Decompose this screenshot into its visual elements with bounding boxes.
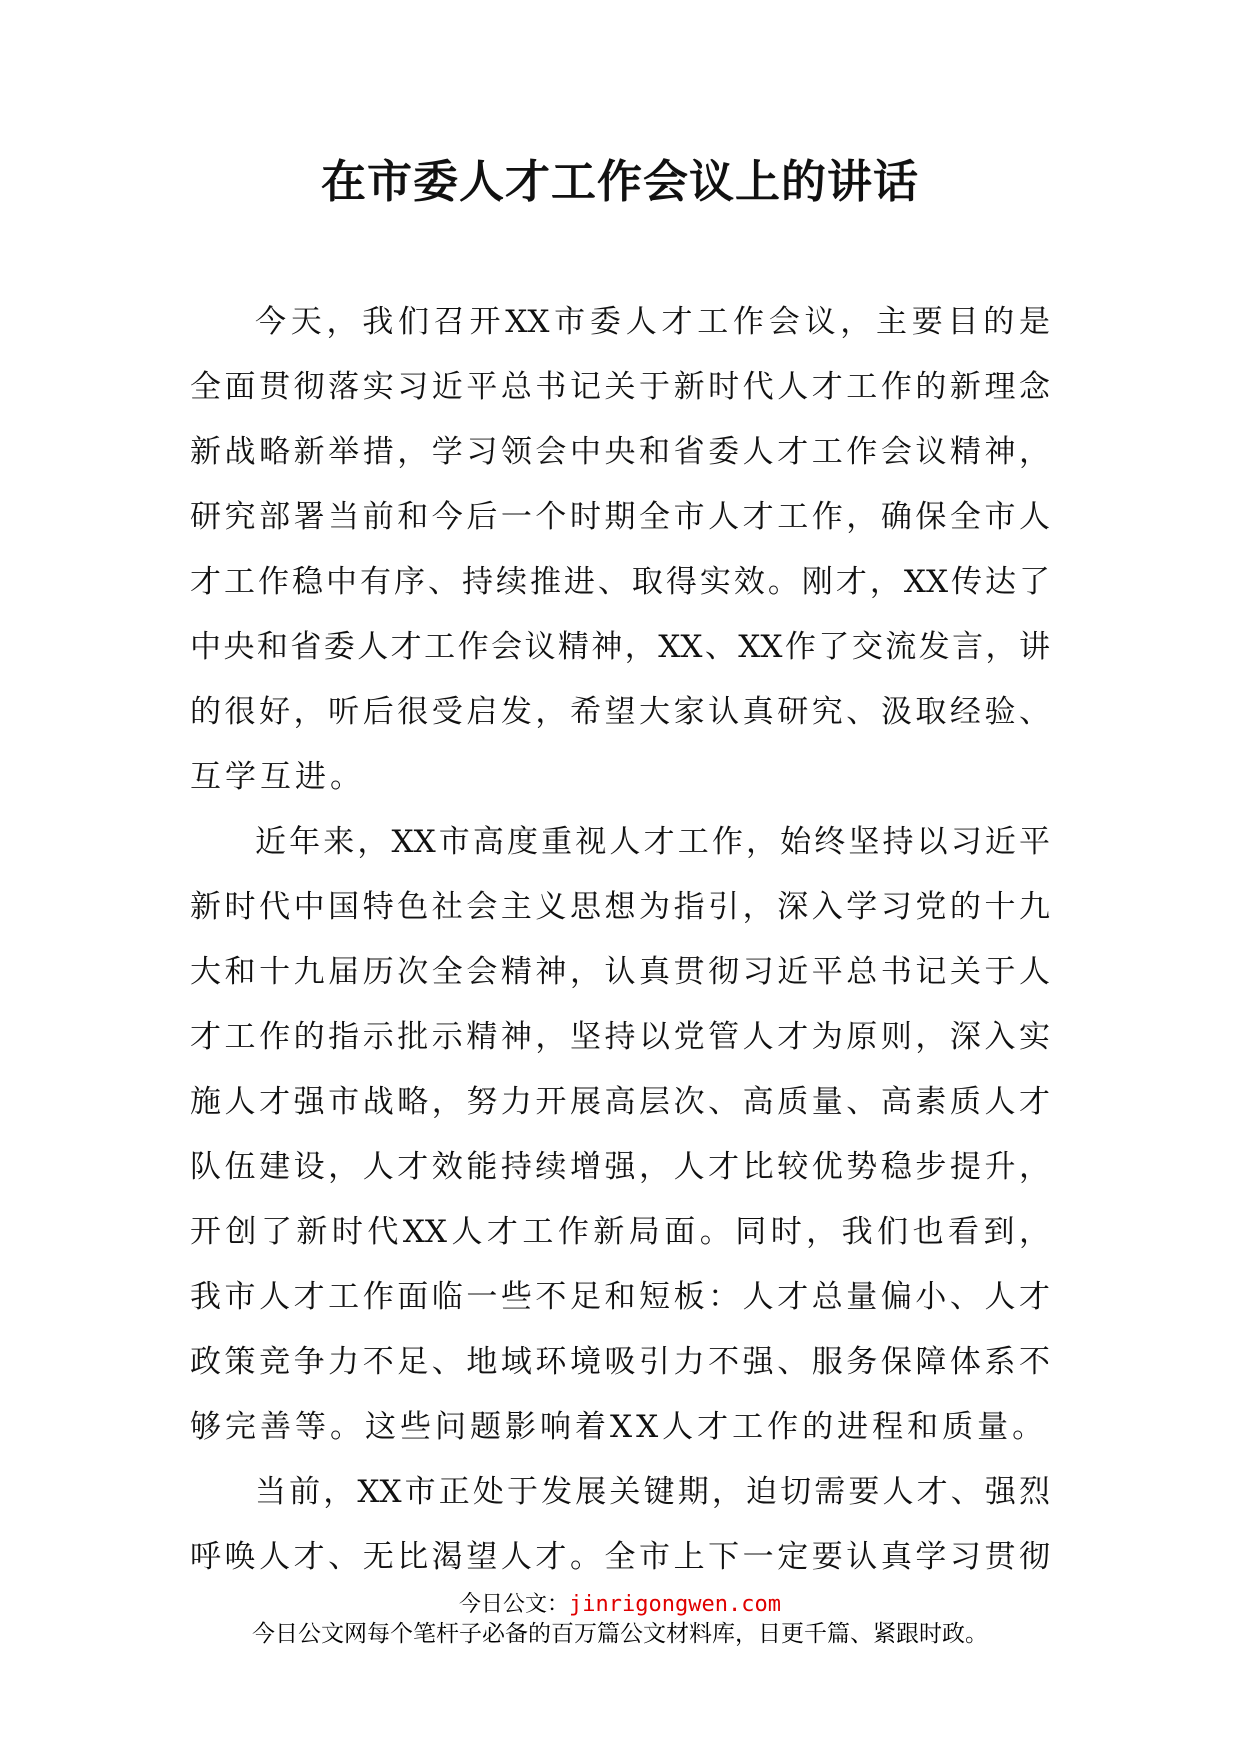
text-line: 才工作稳中有序、持续推进、取得实效。刚才，XX传达了 <box>190 564 1050 600</box>
text-line: 队伍建设，人才效能持续增强，人才比较优势稳步提升， <box>190 1149 1050 1185</box>
footer-site <box>0 1590 1240 1620</box>
text-line: 开创了新时代XX人才工作新局面。同时，我们也看到， <box>190 1214 1050 1250</box>
text-line: 大和十九届历次全会精神，认真贯彻习近平总书记关于人 <box>190 954 1050 990</box>
text-line: 政策竞争力不足、地域环境吸引力不强、服务保障体系不 <box>190 1344 1050 1380</box>
text-line: 施人才强市战略，努力开展高层次、高质量、高素质人才 <box>190 1084 1050 1120</box>
text-line: 近年来，XX市高度重视人才工作，始终坚持以习近平 <box>255 824 1050 860</box>
text-line: 够完善等。这些问题影响着XX人才工作的进程和质量。 <box>190 1409 1048 1445</box>
text-line: 全面贯彻落实习近平总书记关于新时代人才工作的新理念 <box>190 369 1050 405</box>
text-line: 中央和省委人才工作会议精神，XX、XX作了交流发言，讲 <box>190 629 1050 665</box>
text-line: 呼唤人才、无比渴望人才。全市上下一定要认真学习贯彻 <box>190 1539 1050 1575</box>
text-line: 当前，XX市正处于发展关键期，迫切需要人才、强烈 <box>255 1474 1050 1510</box>
text-line: 新战略新举措，学习领会中央和省委人才工作会议精神， <box>190 434 1050 470</box>
text-line: 互学互进。 <box>190 759 365 795</box>
footer-site-link[interactable]: jinrigongwen.com <box>569 1592 781 1617</box>
text-line: 才工作的指示批示精神，坚持以党管人才为原则，深入实 <box>190 1019 1050 1055</box>
text-line: 研究部署当前和今后一个时期全市人才工作，确保全市人 <box>190 499 1050 535</box>
footer-site-label: 今日公文： <box>459 1592 570 1617</box>
text-line: 我市人才工作面临一些不足和短板：人才总量偏小、人才 <box>190 1279 1050 1315</box>
document-title: 在市委人才工作会议上的讲话 <box>320 155 919 208</box>
footer-slogan: 今日公文网每个笔杆子必备的百万篇公文材料库，日更千篇、紧跟时政。 <box>252 1621 988 1647</box>
text-line: 今天，我们召开XX市委人才工作会议，主要目的是 <box>255 304 1050 340</box>
text-line: 的很好，听后很受启发，希望大家认真研究、汲取经验、 <box>190 694 1050 730</box>
text-line: 新时代中国特色社会主义思想为指引，深入学习党的十九 <box>190 889 1050 925</box>
